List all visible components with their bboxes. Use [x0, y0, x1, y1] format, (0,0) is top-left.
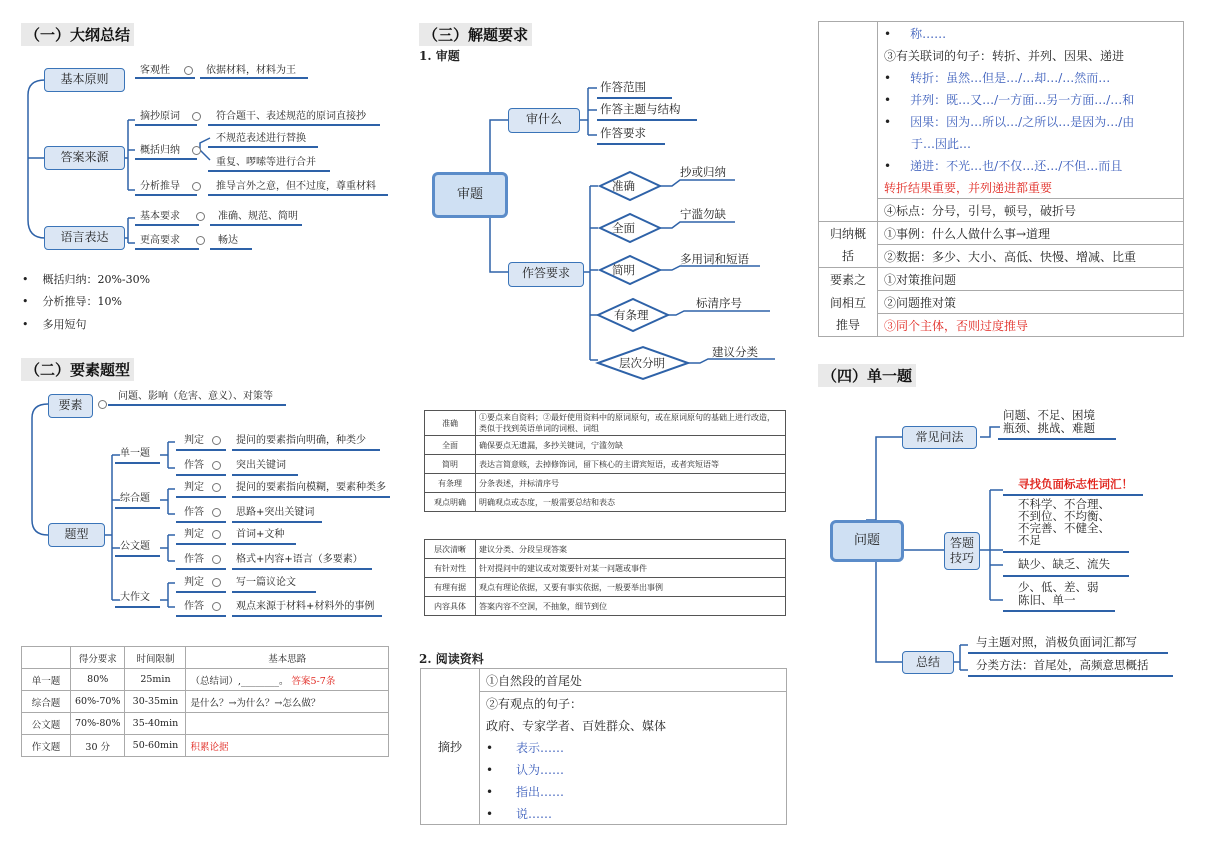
mindmap-node-common-asks: 常见问法 [902, 426, 977, 449]
branch-text: 问题、不足、困境 瓶颈、挑战、难题 [1003, 408, 1095, 435]
branch-text: 写一篇议论文 [236, 577, 296, 588]
branch-text: 依据材料，材料为王 [206, 65, 296, 76]
table-row: • 表示…… [421, 736, 787, 758]
table-row: • 转折：虽然…但是…/…却…/…然而… [819, 66, 1184, 88]
collapse-icon [212, 602, 221, 611]
collapse-icon [192, 112, 201, 121]
table-row: • 称…… [819, 22, 1184, 45]
table-row: 综合题 60%-70% 30-35min 是什么？→为什么？→怎么做？ [22, 691, 389, 713]
branch-text: 不科学、不合理、 不到位、不均衡、 不完善、不健全、 不足 [1018, 497, 1110, 547]
mindmap-node-answer-source: 答案来源 [44, 146, 125, 170]
diamond-label: 准确 [612, 179, 635, 193]
bullet-item: • 分析推导：10% [22, 295, 122, 308]
table-row: 摘抄 ①自然段的首尾处 [421, 669, 787, 692]
type-label: 大作文 [120, 592, 150, 603]
table-row: • 递进：不光…也/不仅…还…/不但…而且 [819, 154, 1184, 176]
mindmap-node-question-type: 题型 [48, 523, 105, 547]
table-row: 准确 ①要点来自资料；②最好使用资料中的原词原句，或在原词原句的基础上进行改造，类似于找到英语单词的词根、词组 [425, 411, 786, 436]
table-row: 作文题 30 分 50-60min 积累论据 [22, 735, 389, 757]
type-label: 综合题 [120, 493, 150, 504]
branch-text: 作答范围 [600, 80, 646, 94]
table-row: 有理有据 观点有理论依据，又要有事实依据，一般要举出事例 [425, 578, 786, 597]
mindmap-node-summary: 总结 [902, 651, 954, 674]
table-row: 公文题 70%-80% 35-40min [22, 713, 389, 735]
collapse-icon [212, 483, 221, 492]
bullet-item: • 概括归纳：20%-30% [22, 273, 151, 286]
mindmap-node-principle: 基本原则 [44, 68, 125, 92]
branch-text: 少、低、差、弱 陈旧、单一 [1018, 580, 1099, 607]
section3-title: （三）解题要求 [419, 23, 532, 46]
table-row: 政府、专家学者、百姓群众、媒体 [421, 714, 787, 736]
branch-text: 畅达 [218, 235, 238, 246]
question-type-table [21, 646, 389, 757]
branch-text: 提问的要素指向明确，种类少 [236, 435, 366, 446]
table-row: 推导 ③同个主体，否则过度推导 [819, 314, 1184, 337]
mindmap-node-language: 语言表达 [44, 226, 125, 250]
branch-text: 准确、规范、简明 [218, 211, 298, 222]
do-label: 作答 [184, 601, 204, 612]
mindmap-node-requirements: 作答要求 [508, 262, 584, 287]
branch-text: 提问的要素指向模糊，要素种类多 [236, 482, 386, 493]
table-row: 于…因此… [819, 132, 1184, 154]
table-row: 全面 确保要点无遗漏，多抄关键词，宁滥勿缺 [425, 436, 786, 455]
table-row: 观点明确 明确观点或态度，一般需要总结和表态 [425, 493, 786, 512]
table-row: 内容具体 答案内容不空洞，不抽象，细节到位 [425, 597, 786, 616]
subheading-reading: 2. 阅读资料 [419, 652, 484, 666]
branch-text: 思路+突出关键词 [236, 507, 315, 518]
summary-label: 归纳概 [819, 222, 878, 245]
table-row: 要素之 ①对策推问题 [819, 268, 1184, 291]
skill-headline: 寻找负面标志性词汇！ [1018, 477, 1133, 491]
do-label: 作答 [184, 554, 204, 565]
branch-text: 作答要求 [600, 126, 646, 140]
branch-text: 标清序号 [696, 296, 742, 310]
table-row: • 说…… [421, 802, 787, 825]
branch-label: 更高要求 [140, 235, 180, 246]
collapse-icon [192, 146, 201, 155]
diamond-label: 简明 [612, 263, 635, 277]
branch-text: 突出关键词 [236, 460, 286, 471]
branch-text: 问题、影响（危害、意义）、对策等 [118, 391, 273, 402]
table-row: 有针对性 针对提问中的建议或对策要针对某一问题或事件 [425, 559, 786, 578]
branch-text: 重复、啰嗦等进行合并 [216, 157, 316, 168]
collapse-icon [196, 236, 205, 245]
collapse-icon [212, 508, 221, 517]
branch-text: 缺少、缺乏、流失 [1018, 557, 1110, 571]
table-row: 简明 表达言简意赅，去掉修饰词，留下核心的主谓宾短语，或者宾短语等 [425, 455, 786, 474]
collapse-icon [212, 436, 221, 445]
judge-label: 判定 [184, 577, 204, 588]
excerpt-label: 摘抄 [421, 669, 480, 825]
collapse-icon [212, 555, 221, 564]
branch-text: 作答主题与结构 [600, 102, 681, 116]
table-row: 有条理 分条表述，并标清序号 [425, 474, 786, 493]
table-row: 层次清晰 建议分类、分段呈现答案 [425, 540, 786, 559]
branch-text: 符合题干、表述规范的原词直接抄 [216, 111, 366, 122]
bullet-item: • 多用短句 [22, 318, 87, 331]
branch-label: 概括归纳 [140, 145, 180, 156]
branch-text: 与主题对照，消极负面词汇都写 [976, 635, 1137, 649]
table-row: ④标点：分号，引号，顿号，破折号 [819, 199, 1184, 222]
diamond-label: 全面 [612, 221, 635, 235]
table-row: • 认为…… [421, 758, 787, 780]
collapse-icon [184, 66, 193, 75]
section4-title: （四）单一题 [818, 364, 916, 387]
branch-text: 分类方法：首尾处，高频意思概括 [976, 658, 1149, 672]
do-label: 作答 [184, 507, 204, 518]
type-label: 单一题 [120, 448, 150, 459]
table-row: 括 ②数据：多少、大小、高低、快慢、增减、比重 [819, 245, 1184, 268]
do-label: 作答 [184, 460, 204, 471]
branch-text: 格式+内容+语言（多要素） [236, 554, 363, 565]
table-row: 转折结果重要，并列递进都重要 [819, 176, 1184, 199]
table-row: 单一题 80% 25min （总结词）,________。 答案5-7条 [22, 669, 389, 691]
table-row: 间相互 ②问题推对策 [819, 291, 1184, 314]
judge-label: 判定 [184, 435, 204, 446]
requirement-table-1 [424, 410, 786, 512]
reading-table [420, 668, 787, 825]
table-row: • 因果：因为…所以…/之所以…是因为…/由 [819, 110, 1184, 132]
mindmap-root-problem: 问题 [830, 520, 904, 562]
table-row: 归纳概 ①事例：什么人做什么事→道理 [819, 222, 1184, 245]
requirement-table-2 [424, 539, 786, 616]
branch-text: 多用词和短语 [680, 252, 749, 266]
mindmap-root-review: 审题 [432, 172, 508, 218]
table-row: • 指出…… [421, 780, 787, 802]
diamond-label: 有条理 [614, 308, 649, 322]
branch-text: 观点来源于材料+材料外的事例 [236, 601, 375, 612]
branch-text: 宁滥勿缺 [680, 207, 726, 221]
branch-label: 摘抄原词 [140, 111, 180, 122]
judge-label: 判定 [184, 529, 204, 540]
collapse-icon [212, 578, 221, 587]
table-row: ③有关联词的句子：转折、并列、因果、递进 [819, 44, 1184, 66]
subheading-review: 1. 审题 [419, 49, 460, 63]
collapse-icon [212, 530, 221, 539]
table-row: ②有观点的句子： [421, 692, 787, 715]
collapse-icon [192, 182, 201, 191]
table-header-row: 得分要求 时间限制 基本思路 [22, 647, 389, 669]
branch-label: 分析推导 [140, 181, 180, 192]
branch-text: 不规范表述进行替换 [216, 133, 306, 144]
reading-table-continued [818, 21, 1184, 337]
mindmap-node-what: 审什么 [508, 108, 580, 133]
collapse-icon [98, 400, 107, 409]
section1-title: （一）大纲总结 [21, 23, 134, 46]
branch-text: 抄或归纳 [680, 165, 726, 179]
branch-label: 客观性 [140, 65, 170, 76]
branch-text: 推导言外之意，但不过度，尊重材料 [216, 181, 376, 192]
branch-text: 首词+文种 [236, 529, 285, 540]
branch-label: 基本要求 [140, 211, 180, 222]
judge-label: 判定 [184, 482, 204, 493]
mindmap-node-elements: 要素 [48, 394, 93, 418]
section2-title: （二）要素题型 [21, 358, 134, 381]
collapse-icon [196, 212, 205, 221]
diamond-label: 层次分明 [619, 356, 665, 370]
type-label: 公文题 [120, 541, 150, 552]
mindmap-node-answer-skills: 答题技巧 [944, 532, 980, 570]
table-row: • 并列：既…又…/一方面…另一方面…/…和 [819, 88, 1184, 110]
branch-text: 建议分类 [712, 345, 758, 359]
collapse-icon [212, 461, 221, 470]
